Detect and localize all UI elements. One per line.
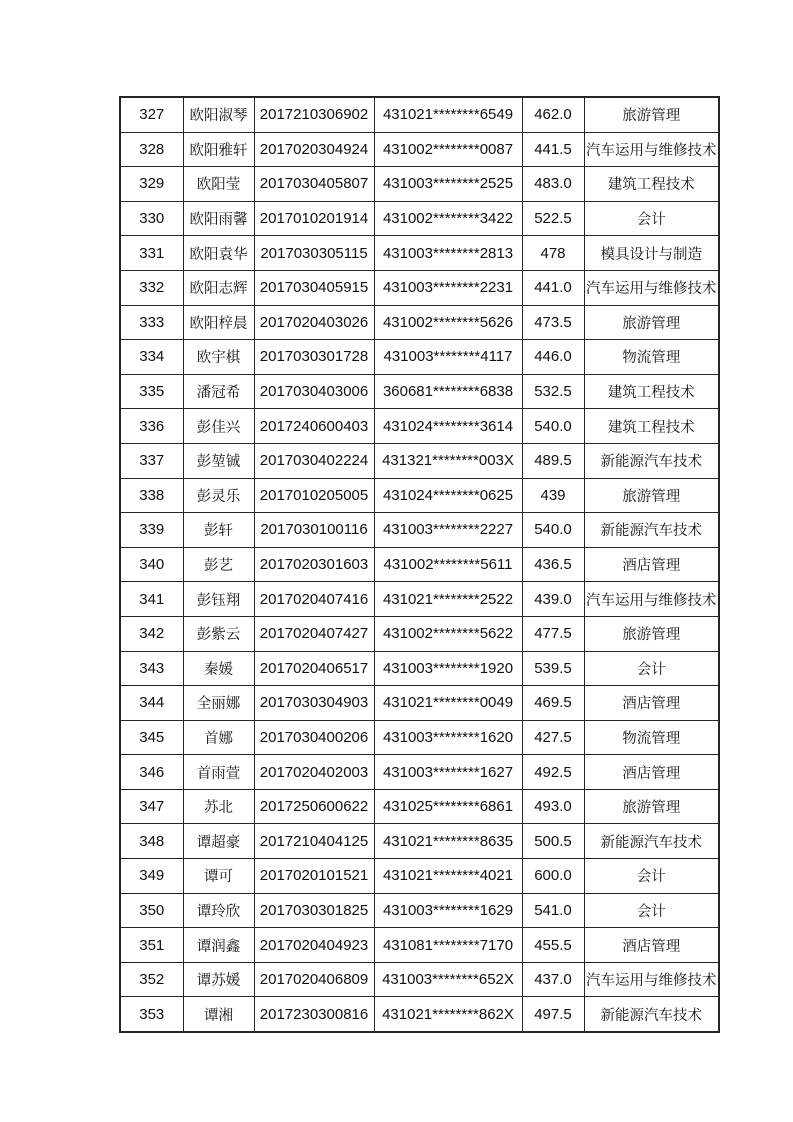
cell-exam_no: 2017250600622 — [254, 789, 374, 824]
cell-name: 彭佳兴 — [183, 409, 254, 444]
cell-id_masked: 431003********2525 — [374, 167, 522, 202]
cell-score: 437.0 — [522, 962, 584, 997]
cell-id_masked: 431021********6549 — [374, 97, 522, 132]
cell-exam_no: 2017020304924 — [254, 132, 374, 167]
cell-major: 新能源汽车技术 — [584, 443, 719, 478]
cell-score: 522.5 — [522, 201, 584, 236]
table-row — [120, 547, 719, 582]
cell-score: 532.5 — [522, 374, 584, 409]
cell-id_masked: 431002********5622 — [374, 616, 522, 651]
cell-exam_no: 2017020403026 — [254, 305, 374, 340]
table-row — [120, 167, 719, 202]
cell-major: 新能源汽车技术 — [584, 997, 719, 1032]
cell-score: 497.5 — [522, 997, 584, 1032]
table-row — [120, 789, 719, 824]
cell-id_masked: 431003********1629 — [374, 893, 522, 928]
cell-major: 酒店管理 — [584, 686, 719, 721]
table-row — [120, 409, 719, 444]
cell-score: 540.0 — [522, 513, 584, 548]
cell-score: 600.0 — [522, 859, 584, 894]
cell-score: 541.0 — [522, 893, 584, 928]
table-row — [120, 824, 719, 859]
cell-seq: 335 — [120, 374, 183, 409]
cell-score: 439 — [522, 478, 584, 513]
cell-score: 455.5 — [522, 928, 584, 963]
cell-id_masked: 431003********652X — [374, 962, 522, 997]
cell-seq: 348 — [120, 824, 183, 859]
cell-score: 473.5 — [522, 305, 584, 340]
table-body — [120, 97, 719, 1032]
cell-exam_no: 2017030305115 — [254, 236, 374, 271]
cell-exam_no: 2017010205005 — [254, 478, 374, 513]
table-row — [120, 132, 719, 167]
cell-id_masked: 431003********2813 — [374, 236, 522, 271]
cell-name: 欧阳雅轩 — [183, 132, 254, 167]
table-row — [120, 443, 719, 478]
cell-id_masked: 431024********3614 — [374, 409, 522, 444]
cell-major: 新能源汽车技术 — [584, 513, 719, 548]
cell-major: 模具设计与制造 — [584, 236, 719, 271]
cell-score: 492.5 — [522, 755, 584, 790]
cell-major: 酒店管理 — [584, 755, 719, 790]
table-row — [120, 201, 719, 236]
cell-seq: 337 — [120, 443, 183, 478]
cell-id_masked: 431003********1620 — [374, 720, 522, 755]
table-row — [120, 686, 719, 721]
cell-major: 会计 — [584, 201, 719, 236]
cell-exam_no: 2017030405807 — [254, 167, 374, 202]
cell-seq: 330 — [120, 201, 183, 236]
cell-name: 欧阳莹 — [183, 167, 254, 202]
cell-name: 欧阳袁华 — [183, 236, 254, 271]
table-row — [120, 478, 719, 513]
table-row — [120, 97, 719, 132]
cell-seq: 327 — [120, 97, 183, 132]
table-row — [120, 270, 719, 305]
table-row — [120, 513, 719, 548]
cell-name: 彭紫云 — [183, 616, 254, 651]
cell-seq: 334 — [120, 340, 183, 375]
cell-exam_no: 2017030304903 — [254, 686, 374, 721]
cell-seq: 347 — [120, 789, 183, 824]
cell-name: 秦媛 — [183, 651, 254, 686]
cell-seq: 341 — [120, 582, 183, 617]
cell-id_masked: 431002********5611 — [374, 547, 522, 582]
cell-exam_no: 2017020404923 — [254, 928, 374, 963]
table-row — [120, 374, 719, 409]
cell-major: 物流管理 — [584, 340, 719, 375]
cell-name: 全丽娜 — [183, 686, 254, 721]
cell-name: 谭可 — [183, 859, 254, 894]
cell-major: 新能源汽车技术 — [584, 824, 719, 859]
cell-seq: 351 — [120, 928, 183, 963]
cell-seq: 350 — [120, 893, 183, 928]
cell-name: 欧宇棋 — [183, 340, 254, 375]
cell-exam_no: 2017030100116 — [254, 513, 374, 548]
cell-id_masked: 431003********4117 — [374, 340, 522, 375]
cell-score: 539.5 — [522, 651, 584, 686]
cell-id_masked: 360681********6838 — [374, 374, 522, 409]
cell-score: 493.0 — [522, 789, 584, 824]
cell-score: 469.5 — [522, 686, 584, 721]
cell-major: 会计 — [584, 859, 719, 894]
cell-id_masked: 431002********5626 — [374, 305, 522, 340]
cell-name: 谭苏媛 — [183, 962, 254, 997]
cell-major: 酒店管理 — [584, 928, 719, 963]
cell-exam_no: 2017030403006 — [254, 374, 374, 409]
cell-exam_no: 2017010201914 — [254, 201, 374, 236]
cell-exam_no: 2017020406517 — [254, 651, 374, 686]
table-row — [120, 720, 719, 755]
cell-major: 旅游管理 — [584, 616, 719, 651]
cell-id_masked: 431003********2231 — [374, 270, 522, 305]
cell-score: 462.0 — [522, 97, 584, 132]
cell-exam_no: 2017020407416 — [254, 582, 374, 617]
cell-exam_no: 2017020406809 — [254, 962, 374, 997]
table-row — [120, 893, 719, 928]
cell-exam_no: 2017030301728 — [254, 340, 374, 375]
cell-seq: 336 — [120, 409, 183, 444]
cell-major: 建筑工程技术 — [584, 167, 719, 202]
table-row — [120, 651, 719, 686]
table-row — [120, 616, 719, 651]
cell-score: 441.0 — [522, 270, 584, 305]
cell-score: 540.0 — [522, 409, 584, 444]
cell-exam_no: 2017030301825 — [254, 893, 374, 928]
cell-score: 441.5 — [522, 132, 584, 167]
cell-score: 446.0 — [522, 340, 584, 375]
cell-score: 436.5 — [522, 547, 584, 582]
cell-id_masked: 431021********4021 — [374, 859, 522, 894]
cell-seq: 333 — [120, 305, 183, 340]
cell-major: 汽车运用与维修技术 — [584, 962, 719, 997]
cell-major: 物流管理 — [584, 720, 719, 755]
cell-major: 建筑工程技术 — [584, 374, 719, 409]
cell-exam_no: 2017020407427 — [254, 616, 374, 651]
cell-score: 439.0 — [522, 582, 584, 617]
cell-name: 谭润鑫 — [183, 928, 254, 963]
cell-name: 彭轩 — [183, 513, 254, 548]
cell-id_masked: 431002********0087 — [374, 132, 522, 167]
table-row — [120, 340, 719, 375]
cell-name: 欧阳梓晨 — [183, 305, 254, 340]
cell-seq: 353 — [120, 997, 183, 1032]
cell-major: 汽车运用与维修技术 — [584, 582, 719, 617]
cell-seq: 331 — [120, 236, 183, 271]
cell-name: 苏北 — [183, 789, 254, 824]
cell-exam_no: 2017210306902 — [254, 97, 374, 132]
cell-seq: 328 — [120, 132, 183, 167]
table-row — [120, 928, 719, 963]
cell-major: 会计 — [584, 651, 719, 686]
cell-name: 彭灵乐 — [183, 478, 254, 513]
cell-name: 谭超豪 — [183, 824, 254, 859]
cell-name: 欧阳志辉 — [183, 270, 254, 305]
cell-name: 谭湘 — [183, 997, 254, 1032]
cell-id_masked: 431003********2227 — [374, 513, 522, 548]
cell-major: 旅游管理 — [584, 478, 719, 513]
cell-name: 欧阳雨馨 — [183, 201, 254, 236]
table-row — [120, 859, 719, 894]
cell-score: 478 — [522, 236, 584, 271]
cell-name: 彭艺 — [183, 547, 254, 582]
cell-id_masked: 431003********1920 — [374, 651, 522, 686]
cell-major: 会计 — [584, 893, 719, 928]
cell-exam_no: 2017020402003 — [254, 755, 374, 790]
cell-exam_no: 2017230300816 — [254, 997, 374, 1032]
cell-major: 建筑工程技术 — [584, 409, 719, 444]
table-row — [120, 305, 719, 340]
cell-exam_no: 2017030400206 — [254, 720, 374, 755]
cell-major: 汽车运用与维修技术 — [584, 270, 719, 305]
cell-seq: 342 — [120, 616, 183, 651]
cell-major: 酒店管理 — [584, 547, 719, 582]
cell-seq: 332 — [120, 270, 183, 305]
cell-id_masked: 431321********003X — [374, 443, 522, 478]
cell-id_masked: 431021********8635 — [374, 824, 522, 859]
cell-seq: 338 — [120, 478, 183, 513]
cell-name: 欧阳淑琴 — [183, 97, 254, 132]
student-roster-table — [119, 96, 720, 1033]
cell-seq: 349 — [120, 859, 183, 894]
cell-seq: 329 — [120, 167, 183, 202]
cell-exam_no: 2017030402224 — [254, 443, 374, 478]
cell-score: 483.0 — [522, 167, 584, 202]
cell-id_masked: 431081********7170 — [374, 928, 522, 963]
cell-id_masked: 431003********1627 — [374, 755, 522, 790]
cell-exam_no: 2017210404125 — [254, 824, 374, 859]
cell-seq: 339 — [120, 513, 183, 548]
cell-seq: 345 — [120, 720, 183, 755]
cell-name: 首雨萱 — [183, 755, 254, 790]
cell-id_masked: 431021********0049 — [374, 686, 522, 721]
cell-score: 477.5 — [522, 616, 584, 651]
cell-name: 潘冠希 — [183, 374, 254, 409]
cell-major: 旅游管理 — [584, 789, 719, 824]
cell-id_masked: 431002********3422 — [374, 201, 522, 236]
cell-major: 汽车运用与维修技术 — [584, 132, 719, 167]
cell-score: 500.5 — [522, 824, 584, 859]
cell-score: 489.5 — [522, 443, 584, 478]
cell-seq: 343 — [120, 651, 183, 686]
cell-name: 彭钰翔 — [183, 582, 254, 617]
cell-seq: 340 — [120, 547, 183, 582]
table-row — [120, 236, 719, 271]
cell-seq: 344 — [120, 686, 183, 721]
cell-name: 首娜 — [183, 720, 254, 755]
cell-seq: 352 — [120, 962, 183, 997]
cell-exam_no: 2017020101521 — [254, 859, 374, 894]
cell-score: 427.5 — [522, 720, 584, 755]
table-row — [120, 582, 719, 617]
cell-exam_no: 2017020301603 — [254, 547, 374, 582]
cell-major: 旅游管理 — [584, 97, 719, 132]
cell-major: 旅游管理 — [584, 305, 719, 340]
cell-id_masked: 431021********862X — [374, 997, 522, 1032]
cell-seq: 346 — [120, 755, 183, 790]
cell-exam_no: 2017030405915 — [254, 270, 374, 305]
cell-id_masked: 431021********2522 — [374, 582, 522, 617]
cell-id_masked: 431025********6861 — [374, 789, 522, 824]
cell-exam_no: 2017240600403 — [254, 409, 374, 444]
cell-name: 彭堃铖 — [183, 443, 254, 478]
cell-name: 谭玲欣 — [183, 893, 254, 928]
table-row — [120, 755, 719, 790]
table-row — [120, 997, 719, 1032]
cell-id_masked: 431024********0625 — [374, 478, 522, 513]
table-row — [120, 962, 719, 997]
